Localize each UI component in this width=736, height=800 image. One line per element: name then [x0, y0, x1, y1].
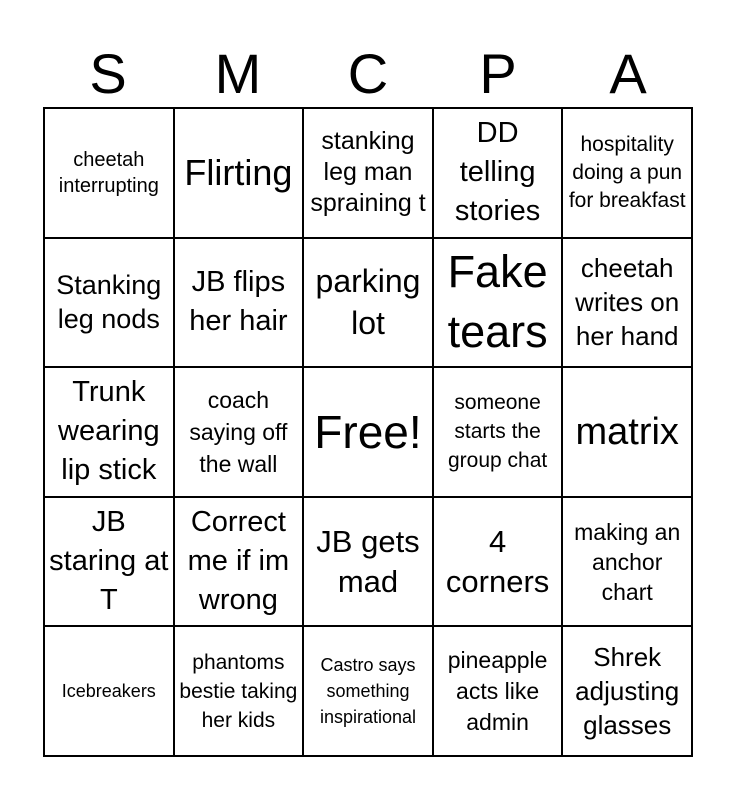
cell-text: Stanking leg nods [56, 270, 162, 335]
bingo-cell[interactable] [45, 368, 175, 498]
bingo-grid [43, 107, 693, 757]
cell-text: Fake tears [447, 246, 548, 358]
cell-text: pineapple acts like admin [447, 646, 548, 735]
bingo-cell[interactable] [434, 109, 564, 239]
header-letter-a: A [609, 42, 647, 105]
bingo-cell[interactable] [175, 627, 305, 757]
cell-text: hospitality doing a pun for breakfast [568, 132, 686, 212]
bingo-cell[interactable] [175, 498, 305, 628]
cell-text: Flirting [184, 151, 293, 193]
bingo-cell[interactable] [175, 239, 305, 369]
bingo-header [43, 40, 693, 108]
bingo-cell[interactable] [45, 109, 175, 239]
bingo-cell[interactable] [434, 239, 564, 369]
cell-text: cheetah interrupting [58, 148, 159, 197]
cell-text: JB staring at T [49, 506, 169, 617]
cell-text: Correct me if im wrong [187, 506, 290, 617]
header-letter-c: C [347, 42, 389, 105]
bingo-cell[interactable] [175, 368, 305, 498]
cell-text: Trunk wearing lip stick [58, 376, 160, 487]
bingo-cell[interactable] [563, 109, 693, 239]
bingo-cell[interactable] [175, 109, 305, 239]
bingo-cell[interactable] [304, 627, 434, 757]
cell-text: Shrek adjusting glasses [575, 642, 680, 741]
bingo-cell[interactable] [45, 239, 175, 369]
bingo-cell[interactable] [434, 498, 564, 628]
bingo-cell[interactable] [563, 498, 693, 628]
cell-text: JB flips her hair [189, 266, 288, 338]
cell-text: DD telling stories [454, 117, 541, 228]
cell-text: parking lot [315, 263, 421, 342]
bingo-cell[interactable] [563, 368, 693, 498]
cell-text: Free! [314, 405, 422, 458]
cell-text: Castro says something inspirational [319, 655, 417, 728]
cell-text: stanking leg man spraining t [310, 127, 426, 218]
bingo-cell[interactable] [304, 368, 434, 498]
cell-text: someone starts the group chat [447, 391, 548, 473]
cell-text: making an anchor chart [574, 518, 681, 605]
bingo-cell[interactable] [45, 627, 175, 757]
cell-text: cheetah writes on her hand [575, 253, 680, 352]
header-letter-s: S [89, 42, 127, 105]
cell-text: matrix [575, 410, 679, 453]
bingo-cell[interactable] [563, 239, 693, 369]
cell-text: coach saying off the wall [189, 386, 288, 477]
bingo-cell[interactable] [563, 627, 693, 757]
bingo-cell[interactable] [304, 239, 434, 369]
cell-text: Icebreakers [61, 681, 156, 702]
bingo-cell[interactable] [45, 498, 175, 628]
bingo-cell[interactable] [304, 498, 434, 628]
bingo-cell[interactable] [304, 109, 434, 239]
cell-text: 4 corners [445, 523, 550, 599]
header-letter-p: P [479, 42, 517, 105]
cell-text: phantoms bestie taking her kids [179, 650, 298, 732]
bingo-cell[interactable] [434, 368, 564, 498]
header-letter-m: M [214, 42, 262, 105]
bingo-cell[interactable] [434, 627, 564, 757]
cell-text: JB gets mad [316, 523, 420, 599]
